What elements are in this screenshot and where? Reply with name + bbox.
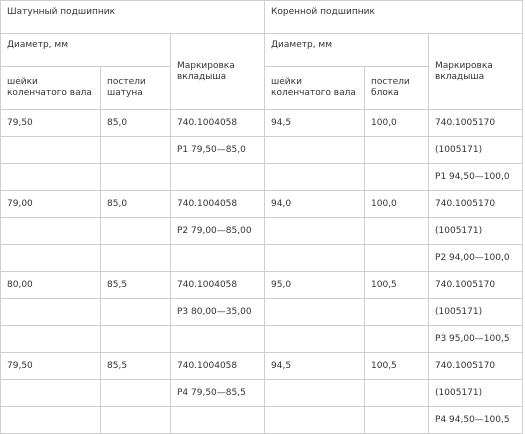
empty-cell xyxy=(1,218,101,245)
table-row xyxy=(1,407,523,434)
rod-journal-cell: 79,00 xyxy=(1,191,101,218)
table-row xyxy=(1,137,523,164)
rod-marking-cell: Р4 79,50—85,5 xyxy=(171,380,265,407)
empty-cell xyxy=(1,407,101,434)
empty-cell xyxy=(101,164,171,191)
empty-cell xyxy=(101,326,171,353)
main-marking-cell: Р3 95,00—100,5 xyxy=(429,326,523,353)
main-marking-cell: Р1 94,50—100,0 xyxy=(429,164,523,191)
empty-cell xyxy=(365,299,429,326)
rod-marking-cell: 740.1004058 xyxy=(171,272,265,299)
empty-cell xyxy=(365,164,429,191)
empty-cell xyxy=(265,137,365,164)
rod-journal-header: шейки коленчатого вала xyxy=(1,67,101,110)
rod-marking-cell xyxy=(171,164,265,191)
empty-cell xyxy=(365,245,429,272)
main-marking-cell: 740.1005170 xyxy=(429,353,523,380)
empty-cell xyxy=(265,407,365,434)
table-row xyxy=(1,164,523,191)
main-journal-cell: 94,5 xyxy=(265,353,365,380)
empty-cell xyxy=(101,218,171,245)
rod-diameter-label: Диаметр, мм xyxy=(1,34,171,67)
main-journal-header: шейки коленчатого вала xyxy=(265,67,365,110)
main-bed-cell: 100,0 xyxy=(365,110,429,137)
empty-cell xyxy=(365,137,429,164)
table-row xyxy=(1,110,523,137)
main-journal-cell: 94,0 xyxy=(265,191,365,218)
empty-cell xyxy=(265,299,365,326)
empty-cell xyxy=(265,164,365,191)
table-row xyxy=(1,380,523,407)
rod-marking-cell: 740.1004058 xyxy=(171,191,265,218)
empty-cell xyxy=(265,380,365,407)
rod-marking-cell: Р1 79,50—85,0 xyxy=(171,137,265,164)
table-row xyxy=(1,272,523,299)
empty-cell xyxy=(365,218,429,245)
rod-marking-cell xyxy=(171,407,265,434)
rod-bearing-title: Шатунный подшипник xyxy=(1,1,265,34)
rod-marking-cell xyxy=(171,245,265,272)
empty-cell xyxy=(265,218,365,245)
main-diameter-label: Диаметр, мм xyxy=(265,34,429,67)
rod-marking-cell: Р3 80,00—35,00 xyxy=(171,299,265,326)
rod-journal-cell: 79,50 xyxy=(1,110,101,137)
table-row xyxy=(1,191,523,218)
empty-cell xyxy=(265,245,365,272)
empty-cell xyxy=(1,164,101,191)
table-header-row xyxy=(1,1,523,34)
main-marking-cell: 740.1005170 xyxy=(429,191,523,218)
main-marking-cell: Р4 94,50—100,5 xyxy=(429,407,523,434)
rod-marking-cell: 740.1004058 xyxy=(171,353,265,380)
table-header-row xyxy=(1,34,523,67)
empty-cell xyxy=(101,299,171,326)
table-row xyxy=(1,218,523,245)
main-marking-header: Маркировка вкладыша xyxy=(429,34,523,110)
empty-cell xyxy=(365,380,429,407)
table-row xyxy=(1,326,523,353)
empty-cell xyxy=(1,380,101,407)
main-marking-cell: (1005171) xyxy=(429,299,523,326)
rod-bed-cell: 85,5 xyxy=(101,353,171,380)
empty-cell xyxy=(1,299,101,326)
table-row xyxy=(1,353,523,380)
table-row xyxy=(1,245,523,272)
empty-cell xyxy=(1,245,101,272)
main-marking-cell: 740.1005170 xyxy=(429,272,523,299)
main-bearing-title: Коренной подшипник xyxy=(265,1,523,34)
main-bed-cell: 100,0 xyxy=(365,191,429,218)
rod-marking-cell xyxy=(171,326,265,353)
rod-marking-header: Маркировка вкладыша xyxy=(171,34,265,110)
rod-journal-cell: 79,50 xyxy=(1,353,101,380)
main-marking-cell: (1005171) xyxy=(429,218,523,245)
empty-cell xyxy=(101,245,171,272)
rod-bed-cell: 85,0 xyxy=(101,191,171,218)
rod-marking-cell: 740.1004058 xyxy=(171,110,265,137)
empty-cell xyxy=(101,407,171,434)
empty-cell xyxy=(365,326,429,353)
empty-cell xyxy=(101,380,171,407)
table-row xyxy=(1,299,523,326)
empty-cell xyxy=(365,407,429,434)
main-bed-header: постели блока xyxy=(365,67,429,110)
main-marking-cell: (1005171) xyxy=(429,137,523,164)
main-marking-cell: (1005171) xyxy=(429,380,523,407)
empty-cell xyxy=(1,326,101,353)
empty-cell xyxy=(1,137,101,164)
empty-cell xyxy=(101,137,171,164)
main-bed-cell: 100,5 xyxy=(365,272,429,299)
main-journal-cell: 94,5 xyxy=(265,110,365,137)
rod-bed-cell: 85,5 xyxy=(101,272,171,299)
rod-bed-header: постели шатуна xyxy=(101,67,171,110)
rod-marking-cell: Р2 79,00—85,00 xyxy=(171,218,265,245)
rod-bed-cell: 85,0 xyxy=(101,110,171,137)
rod-journal-cell: 80,00 xyxy=(1,272,101,299)
empty-cell xyxy=(265,326,365,353)
main-journal-cell: 95,0 xyxy=(265,272,365,299)
main-marking-cell: Р2 94,00—100,0 xyxy=(429,245,523,272)
main-bed-cell: 100,5 xyxy=(365,353,429,380)
main-marking-cell: 740.1005170 xyxy=(429,110,523,137)
